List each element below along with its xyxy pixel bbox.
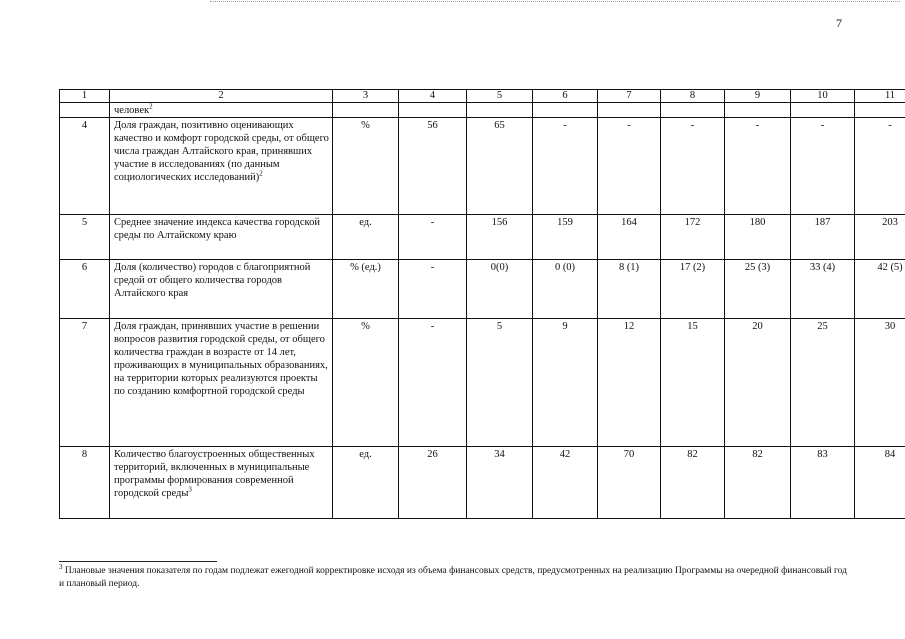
value-cell: 82 xyxy=(725,447,791,519)
value-cell: 203 xyxy=(855,215,905,260)
column-number: 8 xyxy=(661,90,725,103)
indicator-text: Среднее значение индекса качества городской среды по Алтайскому краю xyxy=(114,217,320,241)
column-number: 10 xyxy=(791,90,855,103)
page-number: 7 xyxy=(836,16,842,30)
table-row xyxy=(60,215,905,260)
column-number: 7 xyxy=(598,90,661,103)
column-number: 5 xyxy=(467,90,533,103)
value-cell: 15 xyxy=(661,319,725,447)
value-cell: 12 xyxy=(598,319,661,447)
table-row xyxy=(60,260,905,319)
scan-artifact-line xyxy=(210,1,900,2)
value-cell: 42 (5) xyxy=(855,260,905,319)
value-cell: - xyxy=(661,118,725,215)
indicator-text: Доля граждан, позитивно оценивающих качество и комфорт городской среды, от общего числа граждан Алтайского края, принявших участие в исследованиях (по данным социологических исследований) xyxy=(114,120,329,183)
value-cell: 84 xyxy=(855,447,905,519)
value-cell: 26 xyxy=(399,447,467,519)
indicator-text: Доля граждан, принявших участие в решении вопросов развития городской среды, от общего количества граждан в возрасте от 14 лет, проживающих в муниципальных образованиях, на территории которых реализуются проекты по созданию комфортной городской среды xyxy=(114,321,328,397)
table-row xyxy=(60,319,905,447)
value-cell: 56 xyxy=(399,118,467,215)
value-cell: 5 xyxy=(467,319,533,447)
value-cell: - xyxy=(399,260,467,319)
table-cell xyxy=(333,103,399,118)
indicator-text: Количество благоустроенных общественных территорий, включенных в муниципальные программы формирования современной городской среды xyxy=(114,449,315,499)
value-cell: 8 (1) xyxy=(598,260,661,319)
table-cell xyxy=(60,103,110,118)
indicator-name xyxy=(110,260,333,319)
value-cell: - xyxy=(598,118,661,215)
row-number: 8 xyxy=(60,447,110,519)
row-number: 6 xyxy=(60,260,110,319)
indicator-name xyxy=(110,319,333,447)
table-cell xyxy=(467,103,533,118)
value-cell: 9 xyxy=(533,319,598,447)
value-cell: 82 xyxy=(661,447,725,519)
table-cell xyxy=(399,103,467,118)
footnote-ref: 3 xyxy=(188,485,192,494)
indicator-name xyxy=(110,215,333,260)
row-number: 5 xyxy=(60,215,110,260)
value-cell: 159 xyxy=(533,215,598,260)
value-cell: 65 xyxy=(467,118,533,215)
footnote-separator xyxy=(59,561,217,562)
value-cell: 172 xyxy=(661,215,725,260)
unit-cell: ед. xyxy=(333,447,399,519)
value-cell: 42 xyxy=(533,447,598,519)
column-number: 3 xyxy=(333,90,399,103)
table-row xyxy=(60,118,905,215)
footnote xyxy=(59,562,849,591)
value-cell: 0 (0) xyxy=(533,260,598,319)
value-cell: 164 xyxy=(598,215,661,260)
column-number: 11 xyxy=(855,90,905,103)
value-cell: 83 xyxy=(791,447,855,519)
indicator-text: Доля (количество) городов с благоприятной средой от общего количества городов Алтайского края xyxy=(114,262,311,299)
table-row xyxy=(60,447,905,519)
value-cell: 20 xyxy=(725,319,791,447)
value-cell: - xyxy=(725,118,791,215)
unit-cell: ед. xyxy=(333,215,399,260)
unit-cell: % xyxy=(333,118,399,215)
value-cell: 25 xyxy=(791,319,855,447)
table-cell xyxy=(791,103,855,118)
value-cell: 70 xyxy=(598,447,661,519)
column-number: 4 xyxy=(399,90,467,103)
indicators-table xyxy=(59,89,905,519)
value-cell: - xyxy=(399,319,467,447)
value-cell: 33 (4) xyxy=(791,260,855,319)
value-cell: 156 xyxy=(467,215,533,260)
value-cell: - xyxy=(855,118,905,215)
value-cell: - xyxy=(791,118,855,215)
table-cell xyxy=(598,103,661,118)
value-cell: 180 xyxy=(725,215,791,260)
column-number: 9 xyxy=(725,90,791,103)
indicator-name xyxy=(110,118,333,215)
row-number: 7 xyxy=(60,319,110,447)
footnote-marker: 3 xyxy=(59,562,63,571)
value-cell: 34 xyxy=(467,447,533,519)
row-number: 4 xyxy=(60,118,110,215)
footnote-ref: 2 xyxy=(149,102,153,111)
continuation-row xyxy=(60,103,905,118)
table-cell xyxy=(533,103,598,118)
value-cell: 25 (3) xyxy=(725,260,791,319)
continuation-label: человек xyxy=(114,105,150,116)
unit-cell: % (ед.) xyxy=(333,260,399,319)
value-cell: 17 (2) xyxy=(661,260,725,319)
table-body xyxy=(60,118,905,519)
value-cell: 187 xyxy=(791,215,855,260)
indicator-name xyxy=(110,447,333,519)
table-cell xyxy=(725,103,791,118)
value-cell: - xyxy=(533,118,598,215)
value-cell: - xyxy=(399,215,467,260)
footnote-text: Плановые значения показателя по годам подлежат ежегодной корректировке исходя из объема финансовых средств, предусмотренных на реализацию Программы на очередной финансовый год и плановый период. xyxy=(59,566,847,589)
value-cell: 30 xyxy=(855,319,905,447)
column-number: 6 xyxy=(533,90,598,103)
table-cell xyxy=(661,103,725,118)
footnote-ref: 2 xyxy=(259,169,263,178)
column-numbers-row xyxy=(60,90,905,103)
column-number: 2 xyxy=(110,90,333,103)
value-cell: 0(0) xyxy=(467,260,533,319)
unit-cell: % xyxy=(333,319,399,447)
continuation-text xyxy=(110,103,333,118)
column-number: 1 xyxy=(60,90,110,103)
table-cell xyxy=(855,103,905,118)
